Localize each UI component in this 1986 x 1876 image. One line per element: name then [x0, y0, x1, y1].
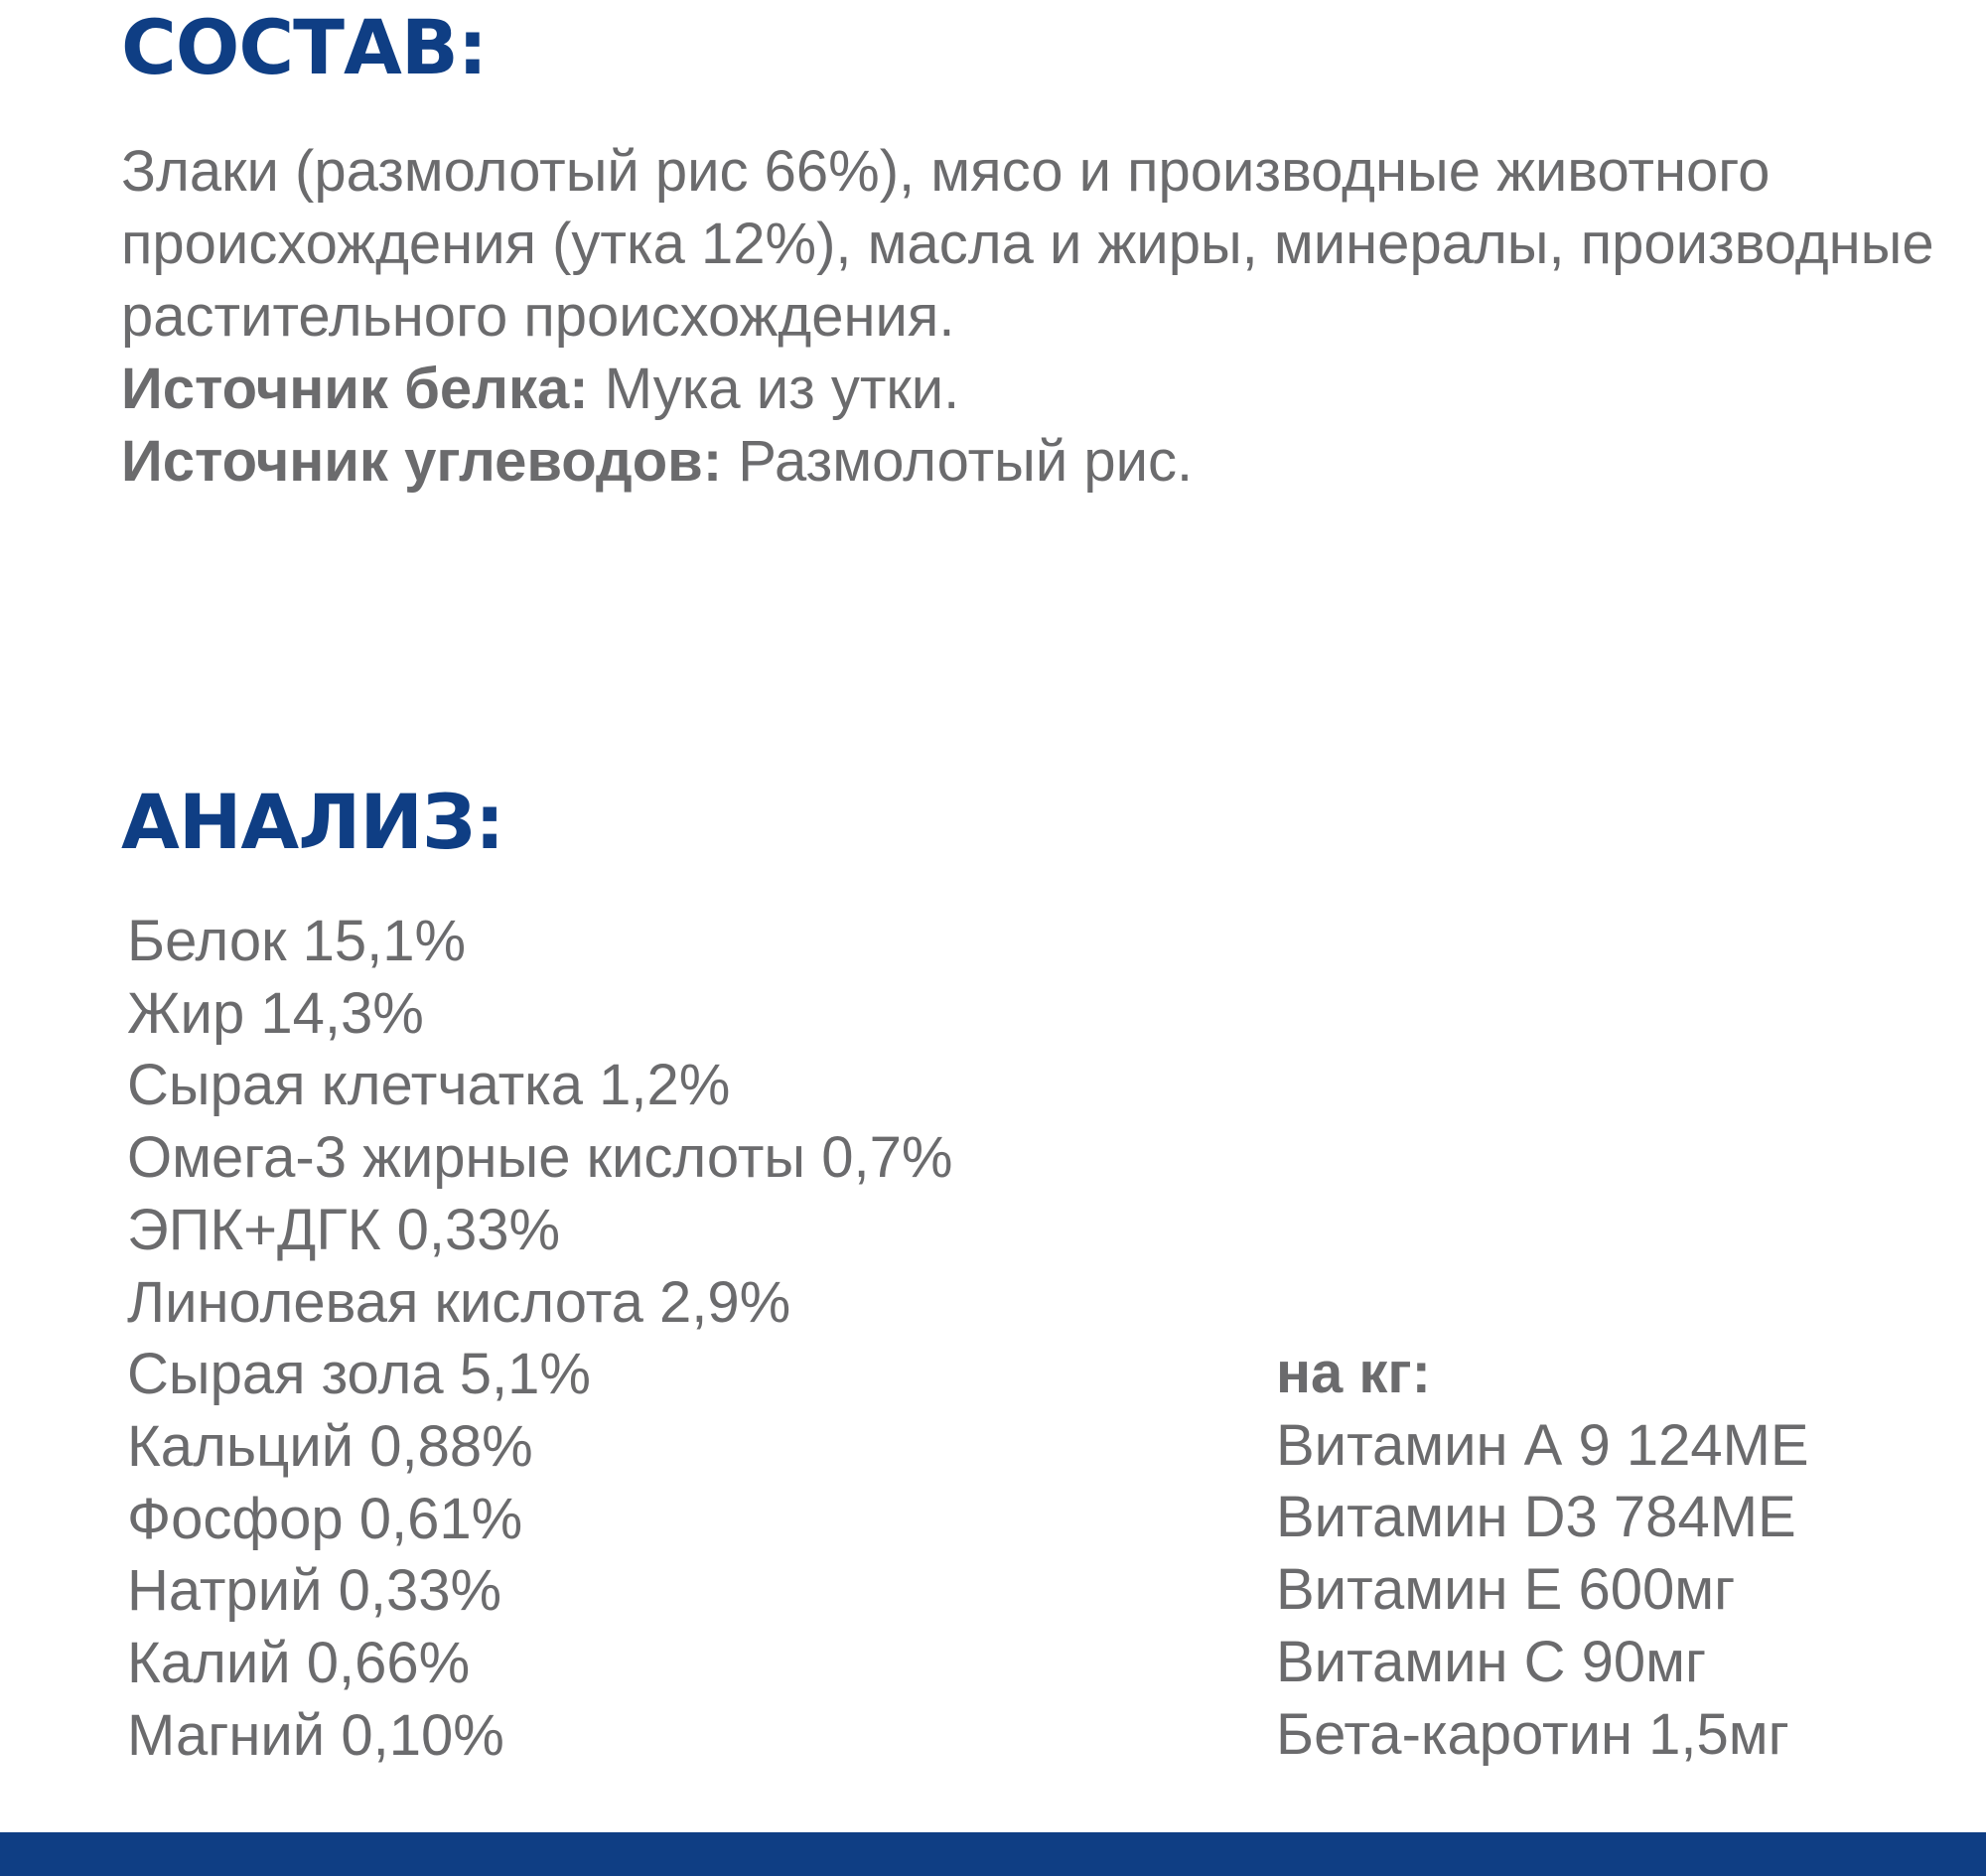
analysis-item-protein: Белок 15,1% [127, 909, 467, 973]
carb-source-value: Размолотый рис. [722, 429, 1194, 494]
composition-heading: СОСТАВ: [121, 3, 488, 91]
ingredients-text: Злаки (размолотый рис 66%), мясо и производные животного происхождения (утка 12%), масла и жиры, минералы, производные растительного происхождения. [121, 139, 1934, 349]
vitamin-e: Витамин Е 600мг [1276, 1557, 1736, 1623]
protein-source [121, 353, 1968, 425]
analysis-item-linoleic: Линолевая кислота 2,9% [127, 1269, 791, 1335]
vitamin-a: Витамин А 9 124МЕ [1276, 1412, 1809, 1478]
analysis-item-omega3: Омега-3 жирные кислоты 0,7% [127, 1125, 953, 1191]
protein-source-value: Мука из утки. [588, 357, 960, 421]
analysis-item-ash: Сырая зола 5,1% [127, 1342, 591, 1407]
composition-text [121, 135, 1968, 498]
analysis-item-magnesium: Магний 0,10% [127, 1702, 504, 1768]
analysis-item-fiber: Сырая клетчатка 1,2% [127, 1053, 731, 1118]
per-kg-label: на кг: [1276, 1341, 1431, 1405]
carb-source-label: Источник углеводов: [121, 429, 723, 494]
analysis-item-fat: Жир 14,3% [127, 980, 424, 1046]
analysis-item-epa-dha: ЭПК+ДГК 0,33% [127, 1197, 561, 1262]
analysis-item-potassium: Калий 0,66% [127, 1631, 471, 1696]
analysis-item-calcium: Кальций 0,88% [127, 1413, 533, 1479]
protein-source-label: Источник белка: [121, 357, 589, 421]
vitamin-list [1276, 1410, 1809, 1772]
analysis-item-sodium: Натрий 0,33% [127, 1558, 502, 1624]
vitamin-d3: Витамин D3 784МЕ [1276, 1485, 1796, 1550]
vitamin-c: Витамин С 90мг [1276, 1629, 1707, 1694]
beta-carotene: Бета-каротин 1,5мг [1276, 1701, 1789, 1767]
carb-source [121, 425, 1968, 498]
footer-bar [0, 1832, 1986, 1876]
analysis-list [127, 906, 952, 1772]
analysis-item-phosphorus: Фосфор 0,61% [127, 1486, 523, 1551]
analysis-heading: АНАЛИЗ: [121, 778, 504, 866]
vitamins-block [1276, 1338, 1809, 1771]
